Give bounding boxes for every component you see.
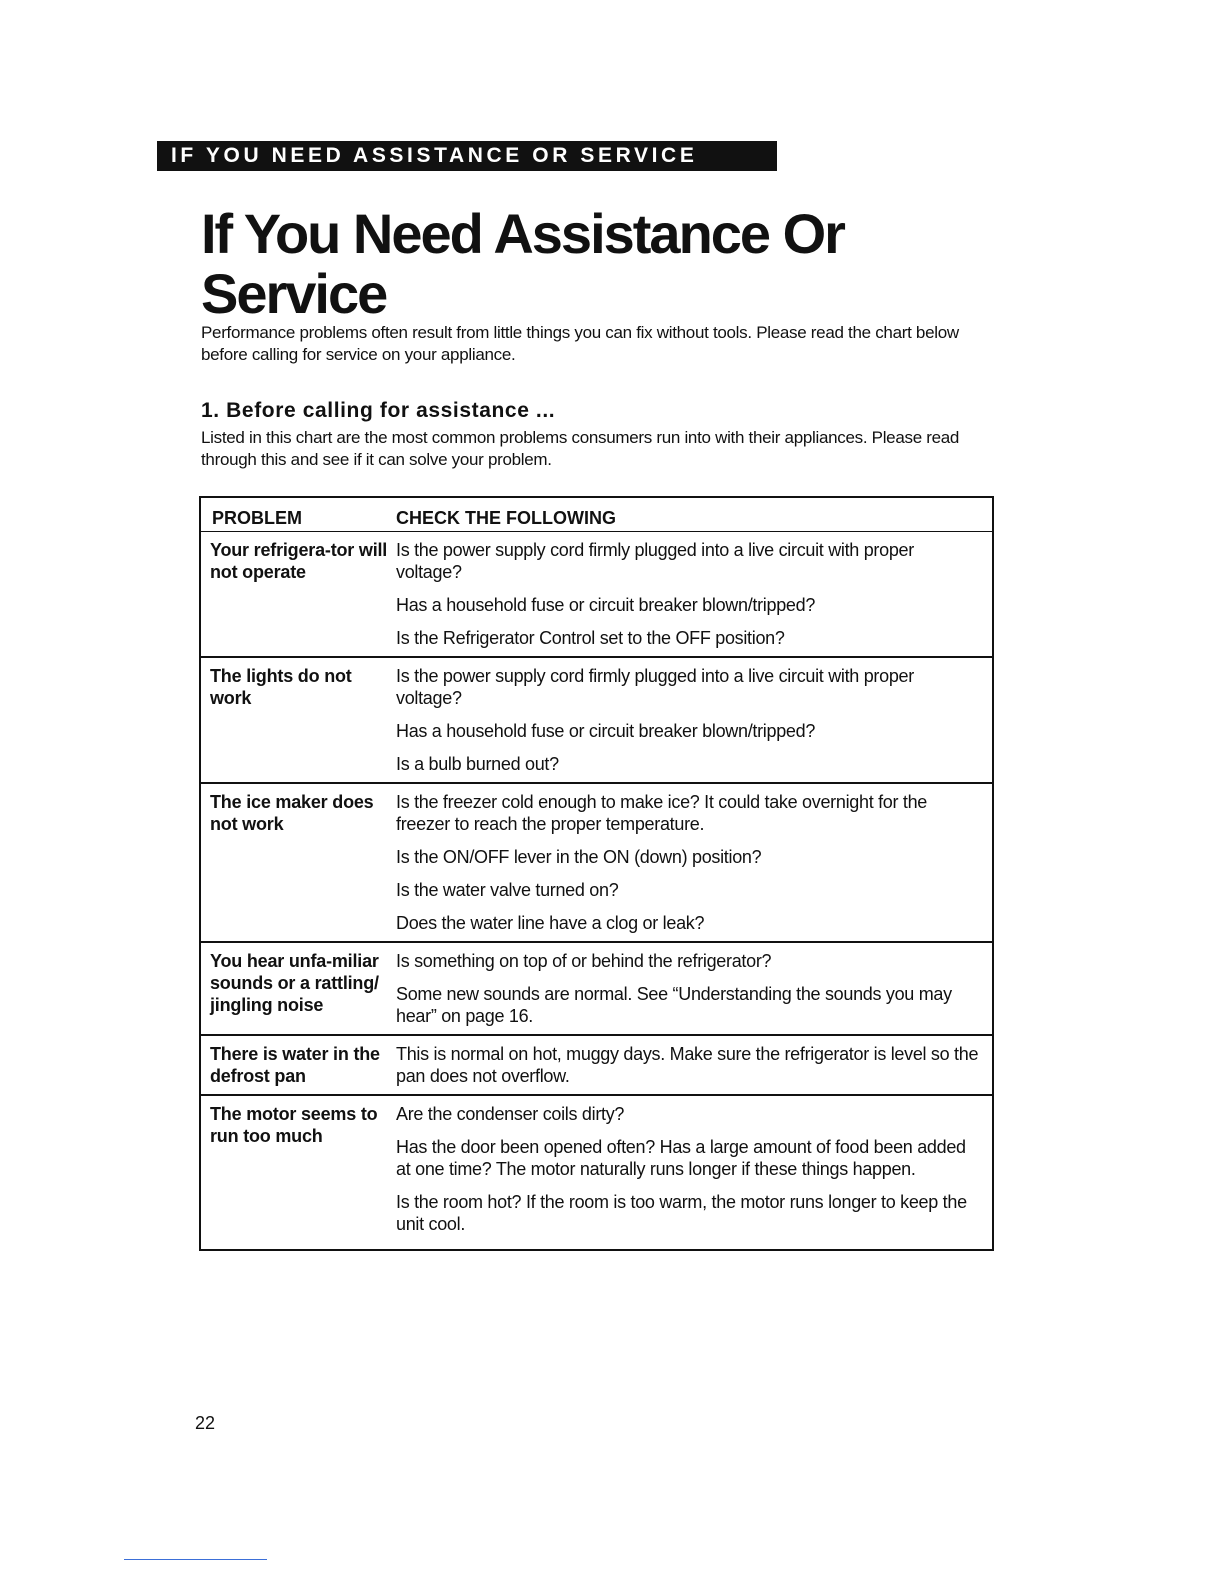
check-item: Some new sounds are normal. See “Understanding the sounds you may hear” on page 16. [396,984,952,1026]
check-item: Is the power supply cord firmly plugged into a live circuit with proper voltage? [396,666,914,708]
check-item: Are the condenser coils dirty? [396,1104,625,1124]
problem-cell: The motor seems to run too much [210,1104,378,1146]
table-row [201,1036,992,1096]
table-row [201,784,992,943]
check-item: Does the water line have a clog or leak? [396,913,705,933]
chart-header [201,498,992,532]
table-row [201,532,992,658]
problem-cell: You hear unfa-miliar sounds or a rattling/ jingling noise [210,951,379,1015]
problem-cell: There is water in the defrost pan [210,1044,380,1086]
page-title: If You Need Assistance Or Service [201,202,844,325]
column-header-problem: PROBLEM [212,508,302,528]
check-item: Is something on top of or behind the refrigerator? [396,951,772,971]
checks-cell [396,950,992,1031]
section-banner: IF YOU NEED ASSISTANCE OR SERVICE [157,141,777,171]
check-item: Has a household fuse or circuit breaker blown/tripped? [396,595,816,615]
checks-cell [396,539,992,653]
check-item: Is the power supply cord firmly plugged into a live circuit with proper voltage? [396,540,914,582]
page-number: 22 [195,1413,216,1433]
checks-cell [396,1103,992,1239]
check-item: Is the ON/OFF lever in the ON (down) position? [396,847,762,867]
problem-cell: The lights do not work [210,666,352,708]
checks-cell [396,1043,992,1091]
check-item: Has a household fuse or circuit breaker blown/tripped? [396,721,816,741]
intro-paragraph: Performance problems often result from little things you can fix without tools. Please read the chart below before calling for service on your appliance. [201,323,959,364]
column-header-check: CHECK THE FOLLOWING [396,508,616,528]
table-row [201,658,992,784]
check-item: Is the Refrigerator Control set to the OFF position? [396,628,785,648]
check-item: Is a bulb burned out? [396,754,559,774]
check-item: Is the room hot? If the room is too warm, the motor runs longer to keep the unit cool. [396,1192,967,1234]
section-description: Listed in this chart are the most common problems consumers run into with their appliances. Please read through this and see if it can solve your problem. [201,428,960,469]
table-row [201,1096,992,1249]
section-heading: 1. Before calling for assistance ... [201,399,556,422]
troubleshooting-chart [199,496,994,1251]
checks-cell [396,791,992,938]
problem-cell: Your refrigera-tor will not operate [210,540,388,582]
footnote-divider [124,1559,267,1560]
check-item: This is normal on hot, muggy days. Make sure the refrigerator is level so the pan does not overflow. [396,1044,979,1086]
table-row [201,943,992,1036]
check-item: Is the water valve turned on? [396,880,619,900]
check-item: Has the door been opened often? Has a large amount of food been added at one time? The motor naturally runs longer if these things happen. [396,1137,966,1179]
check-item: Is the freezer cold enough to make ice? It could take overnight for the freezer to reach the proper temperature. [396,792,928,834]
problem-cell: The ice maker does not work [210,792,374,834]
checks-cell [396,665,992,779]
